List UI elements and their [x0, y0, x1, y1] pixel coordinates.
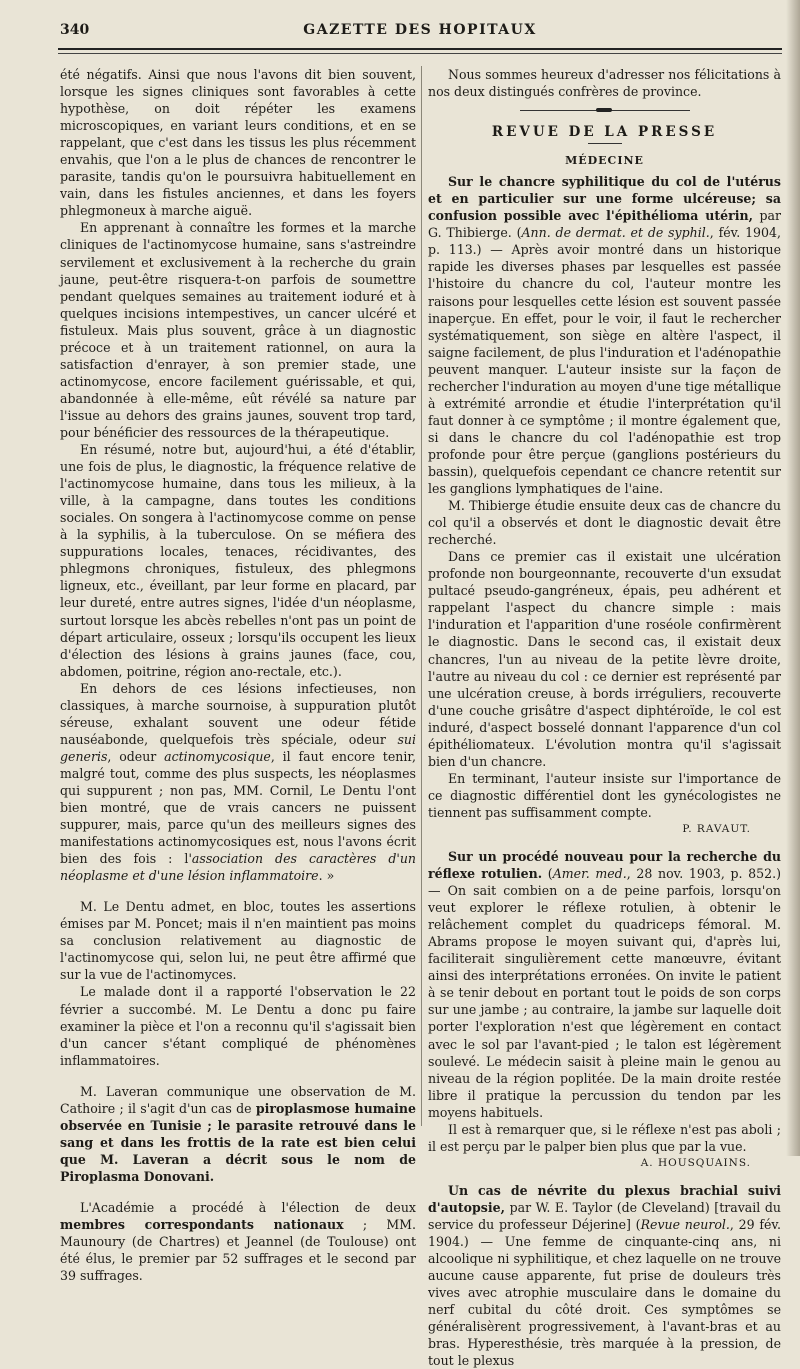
- paragraph: Nous sommes heureux d'adresser nos félicitations à nos deux distingués confrères de province.: [428, 67, 781, 100]
- column-divider: [421, 66, 422, 1126]
- text-run: ; MM. Maunoury (de Chartres) et Jeannel (de Toulouse) ont été élus, le premier par 52 suffrages et le second par 39 suffrages.: [60, 1217, 416, 1284]
- article-paragraph: [428, 1182, 781, 1369]
- paragraph: Le malade dont il a rapporté l'observation le 22 février a succombé. M. Le Dentu a donc pu faire examiner la pièce et l'on a reconnu qu'il s'agissait bien d'un cancer s'étant compliqué de phénomènes inflammatoires.: [60, 984, 416, 1068]
- paragraph: En résumé, notre but, aujourd'hui, a été d'établir, une fois de plus, le diagnostic, la fréquence relative de l'actinomycose humaine, dans tous les milieux, à la ville, à la campagne, dans toutes les conditions sociales. On songera à l'actinomycose comme on pense à la syphilis, à la tuberculose. On se méfiera des suppurations locales, tenaces, récidivantes, des phlegmons chroniques, fistuleux, des phlegmons ligneux, etc., éveillant, par leur forme en placard, par leur dureté, entre autres signes, l'idée d'un néoplasme, surtout lorsque les abcès rebelles n'ont pas un point de départ articulaire, osseux ; lorsqu'ils occupent les lieux d'élection des lésions à grains jaunes (face, cou, abdomen, poitrine, région ano-rectale, etc.).: [60, 442, 416, 679]
- bold-text: piroplasmose humaine observée en Tunisie ; le parasite retrouvé dans le sang et dans les frottis de la rate est bien celui que M. Laveran a décrit sous le nom de Piroplasma Donovani.: [60, 1100, 416, 1184]
- text-run: . »: [318, 868, 335, 884]
- paragraph: M. Le Dentu admet, en bloc, toutes les assertions émises par M. Poncet; mais il n'en maintient pas moins sa conclusion relativement au diagnostic de l'actinomycose qui, selon lui, ne peut être affirmé que sur la vue de l'actinomyces.: [60, 899, 416, 983]
- paragraph: Dans ce premier cas il existait une ulcération profonde non bourgeonnante, recouverte d'un exsudat pultacé pseudo-gangréneux, épais, peu adhérent et rappelant l'aspect du chancre simple : mais l'induration et l'apparition d'une roséole confirmèrent le diagnostic. Dans le second cas, il existait deux chancres, l'un au niveau de la petite lèvre droite, l'autre au niveau du col : ce dernier est représenté par une ulcération creuse, à bords irréguliers, recouverte d'une couche grisâtre d'aspect diphtéroïde, le col est induré, d'aspect bosselé donnant l'apparence d'un col épithéliomateux. L'évolution montra qu'il s'agissait bien d'un chancre.: [428, 549, 781, 769]
- text-run: L'Académie a procédé à l'élection de deux: [80, 1200, 416, 1215]
- italic-text: Revue neurol.: [640, 1217, 730, 1232]
- bold-text: membres correspondants nationaux: [60, 1217, 344, 1233]
- text-run: M. Laveran communique une observation de M. Cathoire ; il s'agit d'un cas de: [60, 1083, 416, 1116]
- text-run: , il faut encore tenir, malgré tout, comme des plus suspects, les néoplasmes qui suppurent ; non pas, MM. Cornil, Le Dentu l'ont bien montré, que de vrais cancers ne puissent suppurer, mais, parce qu'un des meilleurs signes des manifestations actinomycosiques est, nous l'avons écrit bien des fois : l': [60, 748, 416, 867]
- text-run: par W. E. Taylor (de Cleveland) [travail du service du professeur Déjerine] (: [428, 1199, 781, 1232]
- right-column: [428, 66, 781, 1369]
- header-rule-thin: [58, 53, 782, 54]
- subsection-title: MÉDECINE: [565, 154, 644, 168]
- page-number: 340: [60, 22, 90, 38]
- title-rule: [588, 143, 622, 144]
- paragraph: Il est à remarquer que, si le réflexe n'est pas aboli ; il est perçu par le palper bien plus que par la vue.: [428, 1121, 781, 1154]
- article-title: Un cas de névrite du plexus brachial suivi d'autopsie,: [428, 1182, 781, 1215]
- text-run: En dehors de ces lésions infectieuses, non classiques, à marche sournoise, à suppuration plutôt séreuse, exhalant souvent une odeur fétide nauséabonde, quelquefois très spéciale, odeur: [60, 680, 416, 747]
- text-run: par G. Thibierge. (: [428, 208, 781, 241]
- author-signature: A. HOUSQUAINS.: [640, 1156, 751, 1169]
- page-header: [60, 22, 780, 42]
- text-run: , 29 fév. 1904.) — Une femme de cinquante-cinq ans, ni alcoolique ni syphilitique, et chez laquelle on ne trouve aucune cause apparente, fut prise de douleurs très vives avec atrophie musculaire dans le domaine du nerf cubital du côté droit. Ces symptômes se généralisèrent progressivement, à l'avant-bras et au bras. Hyperesthésie, très marquée à la pression, de tout le plexus: [428, 1217, 781, 1369]
- text-run: (: [542, 866, 553, 882]
- paragraph: En apprenant à connaître les formes et la marche cliniques de l'actinomycose humaine, sans s'astreindre servilement et exclusivement à la recherche du grain jaune, peut-être risquera-t-on parfois de soumettre pendant quelques semaines au traitement ioduré et à quelques incisions intempestives, un cancer ulcéré et fistuleux. Mais plus souvent, grâce à un diagnostic précoce et à un traitement rationnel, on aura la satisfaction d'enrayer, à son premier stade, une actinomycose, encore facilement guérissable, et qui, abandonnée à elle-même, eût révélé sa nature par l'issue au dehors des grains jaunes, souvent trop tard, pour bénéficier des ressources de la thérapeutique.: [60, 220, 416, 440]
- ornamental-separator: [520, 110, 690, 112]
- text-run: , odeur: [107, 748, 165, 764]
- italic-text: Ann. de dermat. et de syphil.: [521, 225, 710, 241]
- left-column: [60, 66, 416, 1284]
- page-edge-shadow: [786, 0, 800, 1156]
- header-rule-thick: [58, 48, 782, 50]
- italic-text: association des caractères d'un néoplasme et d'une lésion inflammatoire: [60, 851, 416, 884]
- author-signature: P. RAVAUT.: [682, 822, 751, 835]
- paragraph: [60, 1083, 416, 1185]
- journal-title: GAZETTE DES HOPITAUX: [303, 22, 537, 38]
- article-paragraph: [428, 173, 781, 497]
- paragraph: été négatifs. Ainsi que nous l'avons dit bien souvent, lorsque les signes cliniques sont favorables à cette hypothèse, on doit répéter les examens microscopiques, en variant leurs conditions, et en se rappelant, que c'est dans les tissus les plus récemment envahis, que l'on a le plus de chances de rencontrer le parasite, tandis qu'on le poursuivra habituellement en vain, dans les fistules anciennes, et dans les foyers phlegmoneux à marche aiguë.: [60, 67, 416, 219]
- paragraph: [60, 1199, 416, 1284]
- paragraph: [60, 680, 416, 885]
- italic-text: sui generis: [60, 731, 416, 764]
- article-paragraph: [428, 848, 781, 1121]
- italic-text: Amer. med.: [552, 866, 627, 882]
- article-title: Sur le chancre syphilitique du col de l'utérus et en particulier sur une forme ulcéreuse; sa confusion possible avec l'épithélioma utérin,: [428, 174, 781, 224]
- italic-text: actinomycosique: [164, 748, 271, 764]
- paragraph: M. Thibierge étudie ensuite deux cas de chancre du col qu'il a observés et dont le diagnostic devait être recherché.: [428, 498, 781, 548]
- text-run: , fév. 1904, p. 113.) — Après avoir montré dans un historique rapide les diverses phases par lesquelles est passée l'histoire du chancre du col, l'auteur montre les raisons pour lesquelles cette lésion est souvent passée inaperçue. En effet, pour le voir, il faut le rechercher systématiquement, son siège en altère l'aspect, il saigne facilement, de plus l'induration et l'adénopathie peuvent manquer. L'auteur insiste sur la façon de rechercher l'induration au moyen d'une tige métallique à extrémité arrondie et étudie l'interprétation qu'il faut donner à ce symptôme ; il montre également que, si dans le chancre du col l'adénopathie est trop profonde pour être perçue (ganglions postérieurs du bassin), quelquefois cependant ce chancre retentit sur les ganglions lymphatiques de l'aine.: [428, 225, 781, 497]
- section-title: REVUE DE LA PRESSE: [491, 124, 718, 141]
- article-title: Sur un procédé nouveau pour la recherche du réflexe rotulien.: [428, 849, 781, 882]
- text-run: , 28 nov. 1903, p. 852.) — On sait combien on a de peine parfois, lorsqu'on veut explorer le réflexe rotulien, à obtenir le relâchement complet du quadriceps fémoral. M. Abrams propose le moyen suivant qui, d'après lui, faciliterait singulièrement cette manœuvre, évitant ainsi des interprétations erronées. On invite le patient à se tenir debout en portant tout le poids de son corps sur une jambe ; au contraire, la jambe sur laquelle doit porter l'exploration n'est que légèrement en contact avec le sol par l'avant-pied ; le talon est légèrement soulevé. Le médecin saisit à pleine main le genou au niveau de la région poplitée. De la main droite restée libre il pratique la percussion du tendon par les moyens habituels.: [428, 866, 782, 1120]
- paragraph: En terminant, l'auteur insiste sur l'importance de ce diagnostic différentiel dont les gynécologistes ne tiennent pas suffisamment compte.: [428, 770, 781, 820]
